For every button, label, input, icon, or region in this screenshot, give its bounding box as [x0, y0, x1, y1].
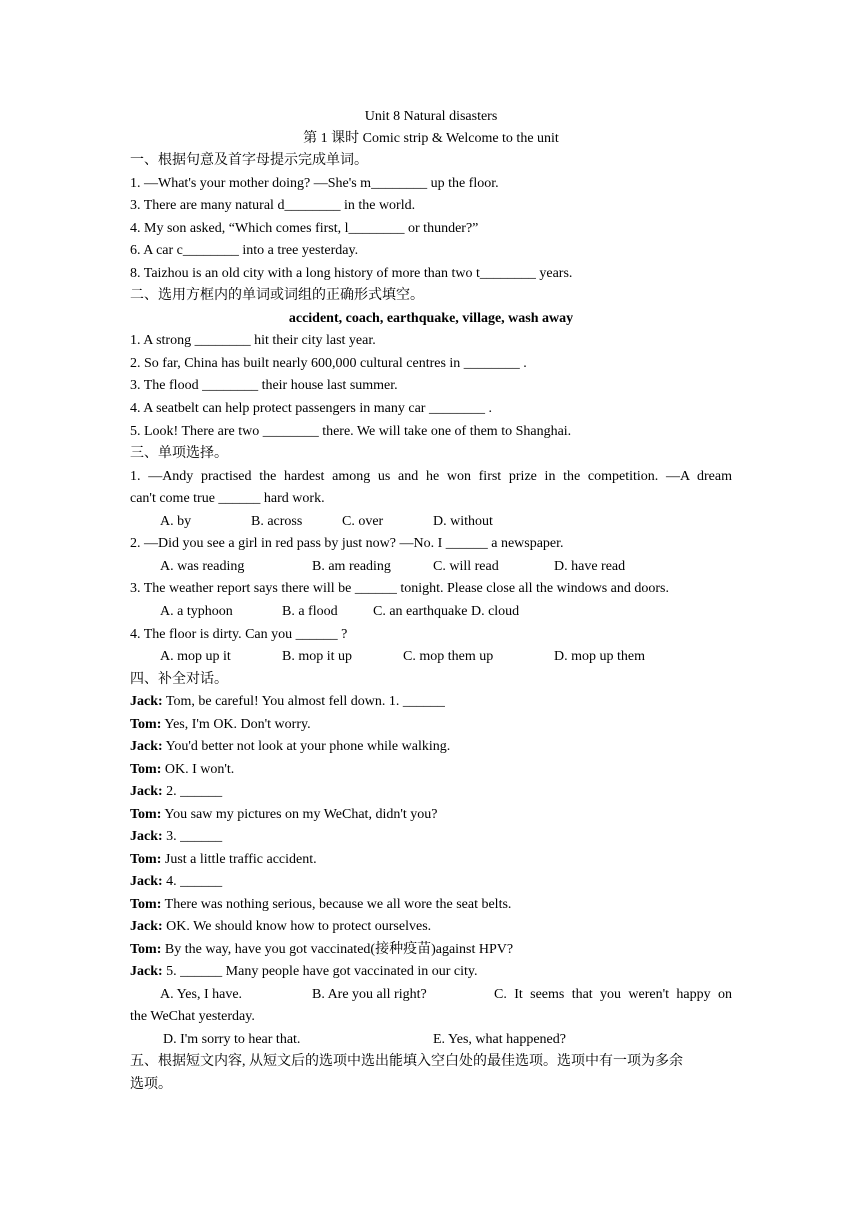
section5-heading: 五、根据短文内容, 从短文后的选项中选出能填入空白处的最佳选项。选项中有一项为多余: [130, 1054, 683, 1069]
question-options: [130, 646, 732, 668]
dialogue-line: [130, 804, 732, 826]
dialogue-line: [130, 826, 732, 848]
dialogue-line: [130, 691, 732, 713]
speaker-name: Tom:: [130, 762, 162, 777]
speaker-name: Tom:: [130, 717, 162, 732]
option-b: B. a flood: [282, 604, 338, 619]
page-title: Unit 8 Natural disasters: [364, 109, 498, 124]
option-a: A. a typhoon: [160, 604, 233, 619]
dialogue-text: Tom, be careful! You almost fell down. 1. ______: [162, 694, 445, 709]
dialogue-text: 4. ______: [162, 874, 223, 889]
option-c: C. over: [342, 514, 384, 529]
speaker-name: Tom:: [130, 852, 162, 867]
option-b: B. across: [251, 514, 303, 529]
option-b: B. Are you all right?: [312, 987, 427, 1002]
section1-item: 3. There are many natural d________ in the world.: [130, 198, 416, 213]
dialogue-line: [130, 736, 732, 758]
section1-item: 8. Taizhou is an old city with a long history of more than two t________ years.: [130, 266, 573, 281]
dialogue-text: 3. ______: [162, 829, 223, 844]
speaker-name: Jack:: [130, 829, 163, 844]
section1-item: 6. A car c________ into a tree yesterday.: [130, 243, 359, 258]
section1-item: 4. My son asked, “Which comes first, l________ or thunder?”: [130, 221, 479, 236]
dialogue-options: [130, 1029, 732, 1051]
dialogue-text: Yes, I'm OK. Don't worry.: [161, 717, 311, 732]
dialogue-text: OK. I won't.: [161, 762, 235, 777]
option-b: B. am reading: [312, 559, 391, 574]
page-subtitle: 第 1 课时 Comic strip & Welcome to the unit: [303, 131, 559, 146]
section2-item: 4. A seatbelt can help protect passengers in many car ________ .: [130, 401, 492, 416]
dialogue-line: [130, 781, 732, 803]
option-d: D. have read: [554, 559, 626, 574]
word-box: accident, coach, earthquake, village, wash away: [288, 311, 574, 326]
question-stem: 2. —Did you see a girl in red pass by just now? —No. I ______ a newspaper.: [130, 536, 564, 551]
dialogue-line: [130, 759, 732, 781]
speaker-name: Jack:: [130, 964, 163, 979]
option-b: B. mop it up: [282, 649, 353, 664]
dialogue-text: There was nothing serious, because we all wore the seat belts.: [161, 897, 512, 912]
dialogue-line: [130, 939, 732, 961]
dialogue-text: You'd better not look at your phone while walking.: [162, 739, 451, 754]
question-options: [130, 511, 732, 533]
option-a: A. by: [160, 514, 192, 529]
dialogue-line: [130, 849, 732, 871]
option-d: D. without: [433, 514, 493, 529]
speaker-name: Jack:: [130, 694, 163, 709]
section2-heading: 二、选用方框内的单词或词组的正确形式填空。: [130, 288, 424, 303]
dialogue-text: 5. ______ Many people have got vaccinated in our city.: [162, 964, 478, 979]
speaker-name: Jack:: [130, 739, 163, 754]
speaker-name: Jack:: [130, 874, 163, 889]
option-c: C. an earthquake D. cloud: [373, 604, 520, 619]
option-c-continued: the WeChat yesterday.: [130, 1009, 255, 1024]
dialogue-text: You saw my pictures on my WeChat, didn't you?: [161, 807, 438, 822]
section1-item: 1. —What's your mother doing? —She's m________ up the floor.: [130, 176, 499, 191]
speaker-name: Tom:: [130, 897, 162, 912]
dialogue-text: 2. ______: [162, 784, 223, 799]
section2-item: 1. A strong ________ hit their city last year.: [130, 333, 376, 348]
option-c: C. will read: [433, 559, 499, 574]
dialogue-text: Just a little traffic accident.: [161, 852, 317, 867]
section2-item: 2. So far, China has built nearly 600,000 cultural centres in ________ .: [130, 356, 527, 371]
section2-item: 5. Look! There are two ________ there. We will take one of them to Shanghai.: [130, 424, 572, 439]
section4-heading: 四、补全对话。: [130, 672, 228, 687]
speaker-name: Jack:: [130, 919, 163, 934]
option-a: A. mop up it: [160, 649, 231, 664]
speaker-name: Tom:: [130, 807, 162, 822]
dialogue-line: [130, 961, 732, 983]
speaker-name: Tom:: [130, 942, 162, 957]
question-stem: 1. —Andy practised the hardest among us and he won first prize in the competition. —A dream: [130, 469, 732, 484]
section1-heading: 一、根据句意及首字母提示完成单词。: [130, 153, 368, 168]
dialogue-line: [130, 894, 732, 916]
dialogue-line: [130, 714, 732, 736]
dialogue-line: [130, 916, 732, 938]
question-options: [130, 601, 732, 623]
option-a: A. was reading: [160, 559, 245, 574]
question-options: [130, 556, 732, 578]
section3-heading: 三、单项选择。: [130, 446, 228, 461]
question-stem: 4. The floor is dirty. Can you ______ ?: [130, 627, 348, 642]
option-d: D. mop up them: [554, 649, 645, 664]
question-stem: can't come true ______ hard work.: [130, 491, 325, 506]
speaker-name: Jack:: [130, 784, 163, 799]
dialogue-text: By the way, have you got vaccinated(接种疫苗)against HPV?: [161, 942, 514, 957]
dialogue-line: [130, 871, 732, 893]
option-c: C. It seems that you weren't happy on: [494, 987, 732, 1002]
option-a: A. Yes, I have.: [160, 987, 243, 1002]
option-c: C. mop them up: [403, 649, 494, 664]
question-stem: 3. The weather report says there will be ______ tonight. Please close all the windows and doors.: [130, 581, 670, 596]
section5-heading-continued: 选项。: [130, 1077, 172, 1092]
dialogue-text: OK. We should know how to protect ourselves.: [162, 919, 432, 934]
option-d: D. I'm sorry to hear that.: [163, 1032, 301, 1047]
dialogue-options: [130, 984, 732, 1006]
option-e: E. Yes, what happened?: [433, 1032, 566, 1047]
section2-item: 3. The flood ________ their house last summer.: [130, 378, 398, 393]
